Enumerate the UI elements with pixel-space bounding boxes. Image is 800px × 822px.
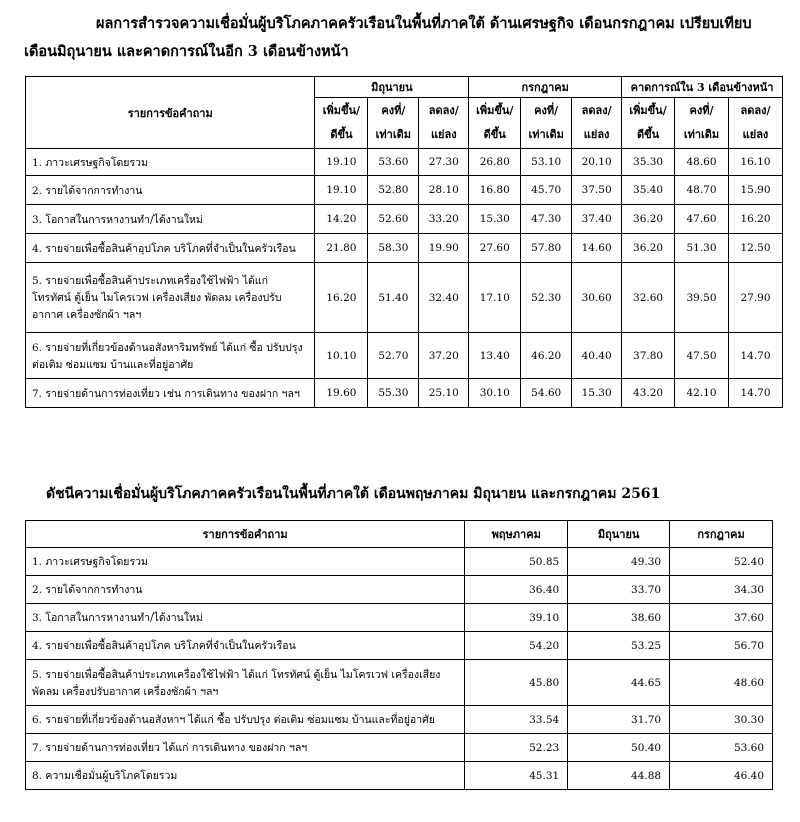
value-cell: 36.40 [465,576,568,604]
value-cell: 47.30 [521,205,572,234]
row-label: 5. รายจ่ายเพื่อซื้อสินค้าประเภทเครื่องใช้ไฟฟ้า ได้แก่ โทรทัศน์ ตู้เย็น ไมโครเวฟ เครื่องเสียง พัดลม เครื่องปรับอากาศ เครื่องซักผ้า ฯลฯ [26,660,465,706]
value-cell: 21.80 [315,234,368,263]
value-cell: 58.30 [368,234,419,263]
value-cell: 31.70 [568,706,670,734]
value-cell: 19.90 [419,234,469,263]
row-label: 3. โอกาสในการหางานทำ/ได้งานใหม่ [26,604,465,632]
value-cell: 52.60 [368,205,419,234]
table-row [26,706,773,734]
value-cell: 19.60 [315,379,368,408]
row-label: 4. รายจ่ายเพื่อซื้อสินค้าอุปโภค บริโภคที่จำเป็นในครัวเรือน [26,234,315,263]
table-row [26,576,773,604]
row-label: 6. รายจ่ายที่เกี่ยวข้องด้านอสังหาฯ ได้แก่ ซื้อ ปรับปรุง ต่อเติม ซ่อมแซม บ้านและที่อยู่อาศัย [26,706,465,734]
table-row [26,205,783,234]
value-cell: 52.30 [521,263,572,333]
table-row [26,548,773,576]
value-cell: 47.50 [675,333,729,379]
value-cell: 15.90 [728,176,782,205]
value-cell: 50.40 [568,734,670,762]
table-row [26,234,783,263]
value-cell: 47.60 [675,205,729,234]
value-cell: 16.10 [728,149,782,176]
value-cell: 49.30 [568,548,670,576]
value-cell: 53.25 [568,632,670,660]
subheader-line: เท่าเดิม [375,128,412,141]
value-cell: 48.60 [670,660,773,706]
value-cell: 14.70 [728,379,782,408]
value-cell: 39.10 [465,604,568,632]
value-cell: 14.70 [728,333,782,379]
survey-results-table [25,76,783,408]
subheader-line: ดีขึ้น [636,128,660,141]
subheader-line: แย่ลง [742,128,769,141]
table-row [26,734,773,762]
subheader-cell [521,98,572,149]
subheader-cell [315,98,368,149]
group-header-forecast: คาดการณ์ใน 3 เดือนข้างหน้า [622,77,783,98]
subheader-cell [368,98,419,149]
value-cell: 17.10 [469,263,521,333]
row-label: 3. โอกาสในการหางานทำ/ได้งานใหม่ [26,205,315,234]
row-label: 7. รายจ่ายด้านการท่องเที่ยว ได้แก่ การเดินทาง ของฝาก ฯลฯ [26,734,465,762]
value-cell: 37.80 [622,333,675,379]
item-column-header: รายการข้อคำถาม [26,77,315,149]
row-label: 2. รายได้จากการทำงาน [26,176,315,205]
value-cell: 45.31 [465,762,568,790]
value-cell: 54.60 [521,379,572,408]
subheader-line: ดีขึ้น [330,128,353,141]
group-header-june: มิถุนายน [315,77,469,98]
value-cell: 53.60 [368,149,419,176]
table-row [26,176,783,205]
value-cell: 36.20 [622,205,675,234]
value-cell: 46.20 [521,333,572,379]
value-cell: 12.50 [728,234,782,263]
row-label: 1. ภาวะเศรษฐกิจโดยรวม [26,149,315,176]
table-row [26,379,783,408]
value-cell: 20.10 [572,149,622,176]
value-cell: 37.50 [572,176,622,205]
value-cell: 50.85 [465,548,568,576]
value-cell: 16.80 [469,176,521,205]
value-cell: 10.10 [315,333,368,379]
subheader-cell [622,98,675,149]
subheader-line: เพิ่มขึ้น/ [629,104,667,117]
index-header-cell: พฤษภาคม [465,521,568,548]
value-cell: 44.88 [568,762,670,790]
index-header-row [26,521,773,548]
value-cell: 45.80 [465,660,568,706]
value-cell: 43.20 [622,379,675,408]
table-row [26,604,773,632]
table-row [26,762,773,790]
row-label: 8. ความเชื่อมั่นผู้บริโภคโดยรวม [26,762,465,790]
table-row [26,333,783,379]
value-cell: 27.90 [728,263,782,333]
value-cell: 19.10 [315,149,368,176]
value-cell: 42.10 [675,379,729,408]
row-label: 2. รายได้จากการทำงาน [26,576,465,604]
index-header-cell: กรกฎาคม [670,521,773,548]
subheader-line: ดีขึ้น [483,128,506,141]
value-cell: 45.70 [521,176,572,205]
table-row [26,660,773,706]
value-cell: 53.60 [670,734,773,762]
value-cell: 19.10 [315,176,368,205]
value-cell: 52.40 [670,548,773,576]
value-cell: 56.70 [670,632,773,660]
subheader-line: คงที่/ [534,104,559,117]
subheader-line: ลดลง/ [581,104,612,117]
subheader-line: เพิ่มขึ้น/ [476,104,514,117]
confidence-index-table [25,520,773,790]
value-cell: 25.10 [419,379,469,408]
value-cell: 52.23 [465,734,568,762]
value-cell: 35.40 [622,176,675,205]
row-label: 5. รายจ่ายเพื่อซื้อสินค้าประเภทเครื่องใช้ไฟฟ้า ได้แก่ โทรทัศน์ ตู้เย็น ไมโครเวฟ เครื่องเสียง พัดลม เครื่องปรับอากาศ เครื่องซักผ้า ฯลฯ [26,263,315,333]
value-cell: 37.60 [670,604,773,632]
value-cell: 35.30 [622,149,675,176]
value-cell: 46.40 [670,762,773,790]
value-cell: 52.70 [368,333,419,379]
value-cell: 16.20 [728,205,782,234]
value-cell: 40.40 [572,333,622,379]
index-title: ดัชนีความเชื่อมั่นผู้บริโภคภาคครัวเรือนในพื้นที่ภาคใต้ เดือนพฤษภาคม มิถุนายน และกรกฎาคม 2561 [46,486,661,502]
subheader-line: คงที่/ [689,104,714,117]
value-cell: 32.40 [419,263,469,333]
group-header-july: กรกฎาคม [469,77,622,98]
value-cell: 44.65 [568,660,670,706]
subheader-line: คงที่/ [381,104,406,117]
value-cell: 15.30 [572,379,622,408]
subheader-line: แย่ลง [583,128,610,141]
value-cell: 38.60 [568,604,670,632]
value-cell: 33.20 [419,205,469,234]
subheader-line: เท่าเดิม [683,128,720,141]
index-header-cell: มิถุนายน [568,521,670,548]
subheader-line: แย่ลง [430,128,457,141]
value-cell: 51.40 [368,263,419,333]
value-cell: 33.70 [568,576,670,604]
value-cell: 37.40 [572,205,622,234]
subheader-cell [419,98,469,149]
row-label: 6. รายจ่ายที่เกี่ยวข้องด้านอสังหาริมทรัพย์ ได้แก่ ซื้อ ปรับปรุง ต่อเติม ซ่อมแซม บ้านและที่อยู่อาศัย [26,333,315,379]
row-label: 1. ภาวะเศรษฐกิจโดยรวม [26,548,465,576]
value-cell: 34.30 [670,576,773,604]
value-cell: 55.30 [368,379,419,408]
value-cell: 15.30 [469,205,521,234]
value-cell: 48.70 [675,176,729,205]
row-label: 7. รายจ่ายด้านการท่องเที่ยว เช่น การเดินทาง ของฝาก ฯลฯ [26,379,315,408]
subheader-cell [675,98,729,149]
value-cell: 48.60 [675,149,729,176]
value-cell: 14.60 [572,234,622,263]
value-cell: 54.20 [465,632,568,660]
value-cell: 37.20 [419,333,469,379]
value-cell: 30.10 [469,379,521,408]
value-cell: 32.60 [622,263,675,333]
row-label: 4. รายจ่ายเพื่อซื้อสินค้าอุปโภค บริโภคที่จำเป็นในครัวเรือน [26,632,465,660]
value-cell: 27.30 [419,149,469,176]
value-cell: 30.60 [572,263,622,333]
subheader-line: ลดลง/ [740,104,771,117]
value-cell: 16.20 [315,263,368,333]
table-row [26,632,773,660]
subheader-line: ลดลง/ [428,104,459,117]
value-cell: 57.80 [521,234,572,263]
value-cell: 33.54 [465,706,568,734]
value-cell: 51.30 [675,234,729,263]
value-cell: 27.60 [469,234,521,263]
subheader-cell [469,98,521,149]
value-cell: 53.10 [521,149,572,176]
index-header-cell: รายการข้อคำถาม [26,521,465,548]
value-cell: 26.80 [469,149,521,176]
subheader-line: เพิ่มขึ้น/ [322,104,361,117]
value-cell: 36.20 [622,234,675,263]
value-cell: 52.80 [368,176,419,205]
survey-results-title: ผลการสำรวจความเชื่อมั่นผู้บริโภคภาคครัวเรือนในพื้นที่ภาคใต้ ด้านเศรษฐกิจ เดือนกรกฎาคม เปรียบเทียบเดือนมิถุนายน และคาดการณ์ในอีก 3 เดือนข้างหน้า [24,15,752,60]
subheader-cell [572,98,622,149]
table-row [26,149,783,176]
value-cell: 39.50 [675,263,729,333]
value-cell: 28.10 [419,176,469,205]
subheader-cell [728,98,782,149]
table-row [26,263,783,333]
value-cell: 30.30 [670,706,773,734]
value-cell: 14.20 [315,205,368,234]
value-cell: 13.40 [469,333,521,379]
subheader-line: เท่าเดิม [528,128,564,141]
